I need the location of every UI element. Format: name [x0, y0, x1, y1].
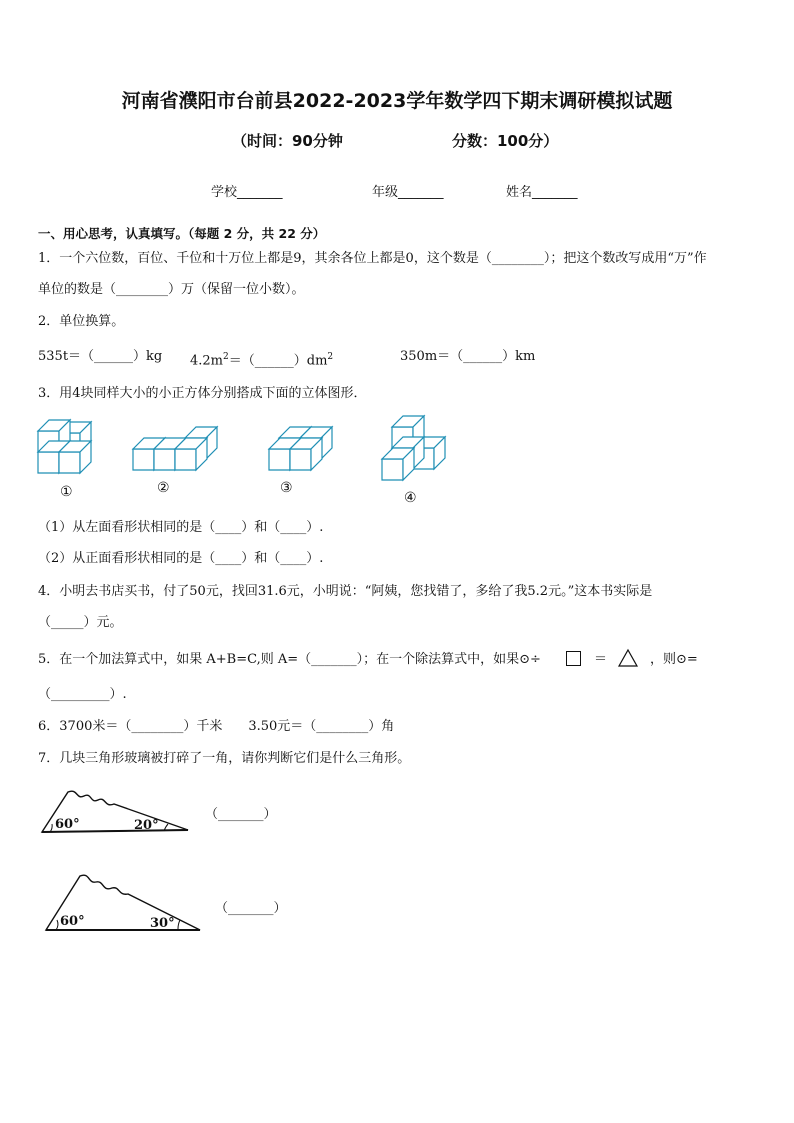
fig3-front-a-front	[269, 449, 290, 470]
figure-label-2: ②	[157, 480, 170, 496]
question-2-b-sup: 2	[223, 352, 229, 362]
school-field[interactable]: 学校_______	[211, 185, 283, 200]
question-2-title: 2．单位换算。	[38, 314, 125, 329]
question-3-sub-2: （2）从正面看形状相同的是（____）和（____）.	[38, 551, 324, 566]
exam-time: （时间：90分钟	[232, 132, 343, 150]
figure-label-1: ①	[60, 484, 73, 500]
triangle-1-angle-b: 20°	[134, 818, 159, 833]
question-4-line-1: 4．小明去书店买书，付了50元，找回31.6元，小明说：“阿姨，您找错了，多给了我5.2元。”这本书实际是	[38, 584, 653, 599]
question-1-line-2: 单位的数是（________）万（保留一位小数）。	[38, 282, 305, 297]
figure-label-3: ③	[280, 480, 293, 496]
fig1-bottom-left-front	[38, 452, 59, 473]
fig2-b-front	[154, 449, 175, 470]
question-2-c: 350m＝（______）km	[400, 349, 536, 364]
question-2-a: 535t＝（______）kg	[38, 349, 163, 364]
triangle-1-angle-a: 60°	[55, 817, 80, 832]
question-2-b-sup2: 2	[327, 352, 334, 362]
name-field[interactable]: 姓名_______	[506, 185, 578, 200]
triangle-1-blank: （_______）	[205, 807, 277, 822]
question-6: 6．3700米＝（________）千米 3.50元＝（________）角	[38, 719, 395, 734]
triangle-2-angle-b: 30°	[150, 916, 175, 931]
question-4-line-2: （_____）元。	[38, 615, 123, 630]
page-title: 河南省濮阳市台前县2022-2023学年数学四下期末调研模拟试题	[121, 90, 673, 112]
question-3-sub-1: （1）从左面看形状相同的是（____）和（____）.	[38, 520, 324, 535]
triangle-icon	[618, 649, 638, 667]
grade-field[interactable]: 年级_______	[372, 185, 444, 200]
question-5-line-1a: 5．在一个加法算式中，如果 A+B=C,则 A=（_______）；在一个除法算式中，如果⊙÷	[38, 652, 541, 667]
exam-score: 分数：100分）	[452, 132, 559, 150]
fig3-front-b-front	[290, 449, 311, 470]
question-2-b-mid: ＝（______）dm	[228, 353, 328, 369]
question-2-b-pre: 4.2m	[190, 353, 224, 369]
triangle-2-angle-a: 60°	[60, 914, 85, 929]
question-1-line-1: 1．一个六位数，百位、千位和十万位上都是9，其余各位上都是0，这个数是（________）；把这个数改写成用“万”作	[38, 251, 707, 266]
fig2-a-front	[133, 449, 154, 470]
section-title: 一、用心思考，认真填写。（每题 2 分，共 22 分）	[38, 226, 326, 241]
square-icon	[566, 651, 581, 666]
fig2-c-front	[175, 449, 196, 470]
triangle-2-blank: （_______）	[215, 901, 287, 916]
question-5-line-1b: ，则⊙=	[650, 652, 698, 667]
fig1-bottom-right-front	[59, 452, 80, 473]
question-3-title: 3．用4块同样大小的小正方体分别搭成下面的立体图形．	[38, 386, 367, 401]
fig4-front-front	[382, 459, 403, 480]
question-7-title: 7．几块三角形玻璃被打碎了一角，请你判断它们是什么三角形。	[38, 751, 411, 766]
question-5-line-2: （_________）.	[38, 687, 127, 702]
figure-label-4: ④	[404, 490, 417, 506]
question-5-eq: ＝	[594, 652, 608, 667]
